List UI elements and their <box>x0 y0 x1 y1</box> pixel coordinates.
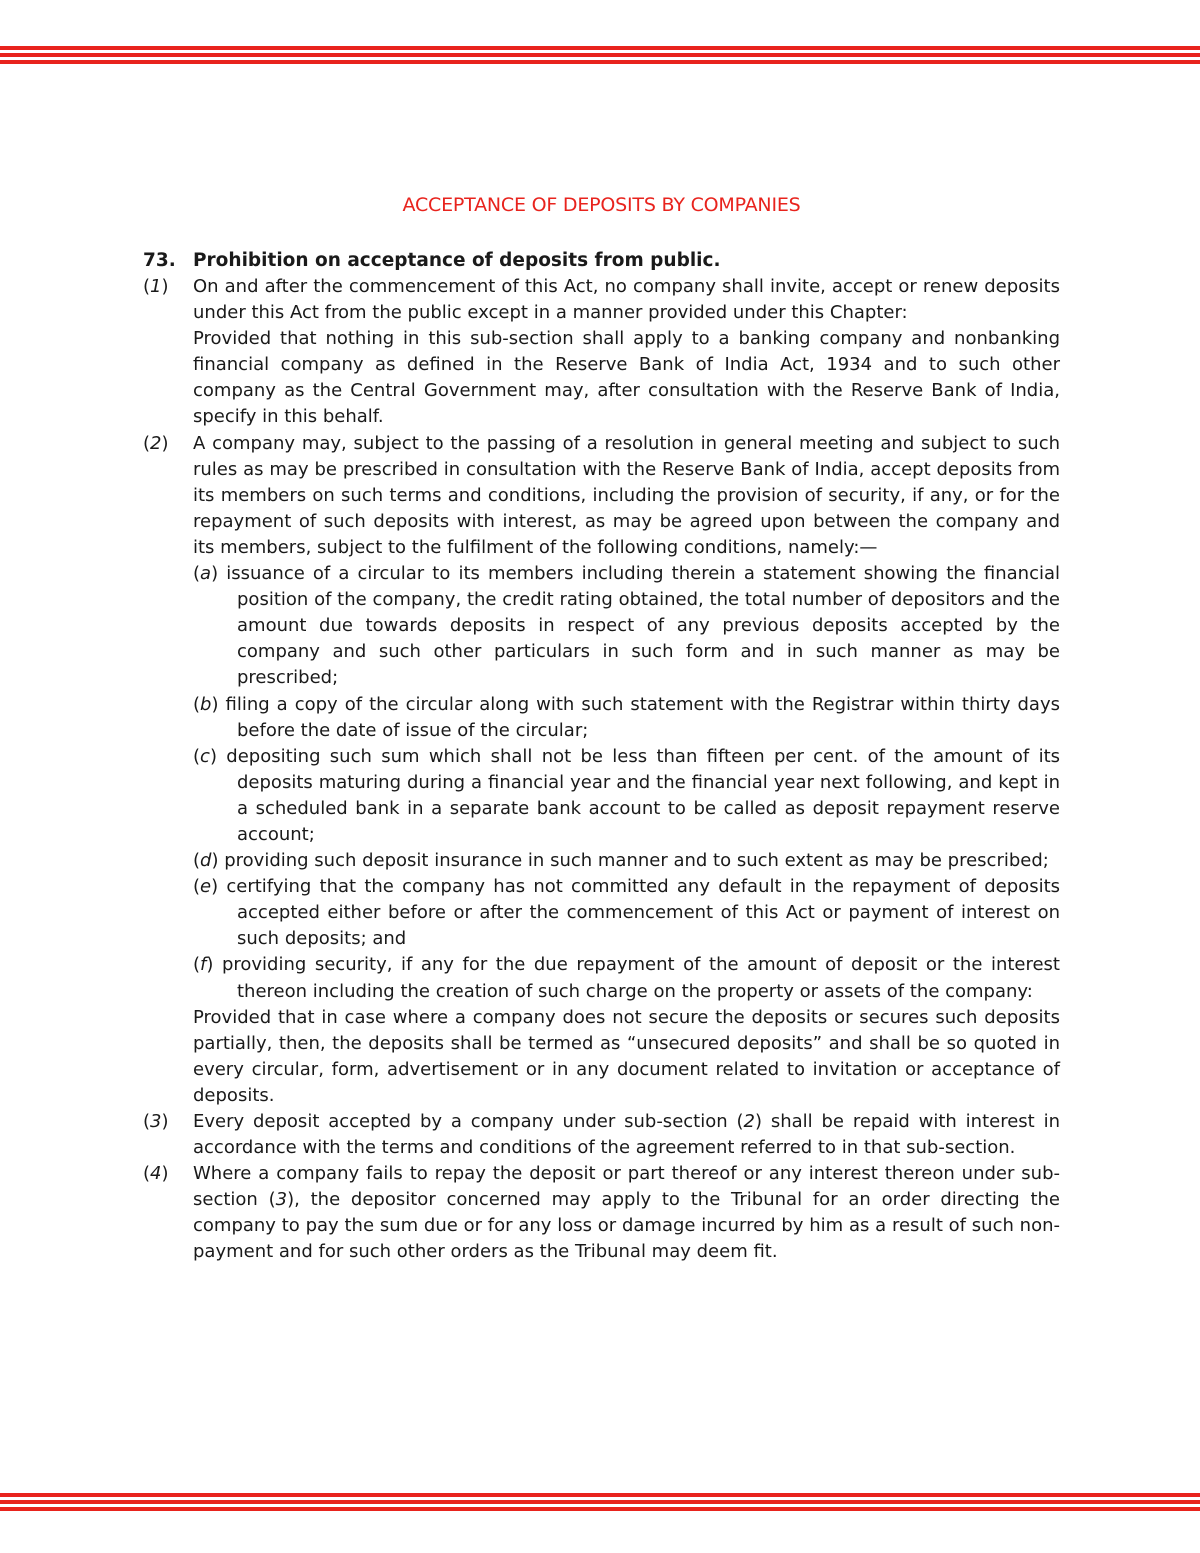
subsection-2 <box>143 431 1060 1005</box>
subsection-text: A company may, subject to the passing of a resolution in general meeting and subject to such rules as may be prescribed in consultation with the Reserve Bank of India, accept deposits from its members on such terms and conditions, including the provision of security, if any, or for the repayment of such deposits with interest, as may be agreed upon between the company and its members, subject to the fulfilment of the following conditions, namely:— <box>193 432 1060 558</box>
clause-d: (d) providing such deposit insurance in such manner and to such extent as may be prescribed; <box>193 850 1049 872</box>
subsection-text: Every deposit accepted by a company under sub-section (2) shall be repaid with interest in accordance with the terms and conditions of the agreement referred to in that sub-section. <box>193 1111 1060 1159</box>
subsection-label: (4) <box>143 1163 169 1185</box>
page-title: ACCEPTANCE OF DEPOSITS BY COMPANIES <box>402 194 801 216</box>
section-number: 73. <box>143 250 176 271</box>
subsection-text: Where a company fails to repay the deposit or part thereof or any interest thereon under sub-section (3), the depositor concerned may apply to the Tribunal for an order directing the company to pay the sum due or for any loss or damage incurred by him as a result of such non-payment and for such other orders as the Tribunal may deem fit. <box>193 1163 1060 1263</box>
clause-f: (f) providing security, if any for the due repayment of the amount of deposit or the interest thereon including the creation of such charge on the property or assets of the company: <box>193 954 1060 1002</box>
clause-a: (a) issuance of a circular to its members including therein a statement showing the financial position of the company, the credit rating obtained, the total number of depositors and the amount due towards deposits in respect of any previous deposits accepted by the company and such other particulars in such form and in such manner as may be prescribed; <box>193 563 1061 689</box>
proviso-text: Provided that in case where a company does not secure the deposits or secures such deposits partially, then, the deposits shall be termed as “unsecured deposits” and shall be so quoted in every circular, form, advertisement or in any document related to invitation or acceptance of deposits. <box>193 1006 1060 1106</box>
subsection-3 <box>143 1109 1060 1161</box>
subsection-label: (2) <box>143 432 169 454</box>
subsection-1 <box>143 274 1060 431</box>
section-title: Prohibition on acceptance of deposits from public. <box>193 250 721 271</box>
subsection-4 <box>143 1161 1060 1265</box>
subsection-2-proviso <box>143 1005 1060 1109</box>
top-border-rule <box>0 46 1200 67</box>
proviso-text: Provided that nothing in this sub-section shall apply to a banking company and nonbanking financial company as defined in the Reserve Bank of India Act, 1934 and to such other company as the Central Government may, after consultation with the Reserve Bank of India, specify in this behalf. <box>193 328 1060 428</box>
clause-b: (b) filing a copy of the circular along with such statement with the Registrar within thirty days before the date of issue of the circular; <box>193 693 1060 741</box>
subsection-label: (3) <box>143 1111 169 1132</box>
document-page <box>143 192 1060 1266</box>
clause-c: (c) depositing such sum which shall not be less than fifteen per cent. of the amount of its deposits maturing during a financial year and the financial year next following, and kept in a scheduled bank in a separate bank account to be called as deposit repayment reserve account; <box>193 745 1061 845</box>
bottom-border-rule <box>0 1493 1200 1514</box>
subsection-label: (1) <box>143 276 169 297</box>
section-heading <box>143 248 1060 274</box>
clause-e: (e) certifying that the company has not committed any default in the repayment of deposits accepted either before or after the commencement of this Act or payment of interest on such deposits; and <box>193 876 1061 950</box>
subsection-text: On and after the commencement of this Act, no company shall invite, accept or renew deposits under this Act from the public except in a manner provided under this Chapter: <box>193 276 1060 324</box>
